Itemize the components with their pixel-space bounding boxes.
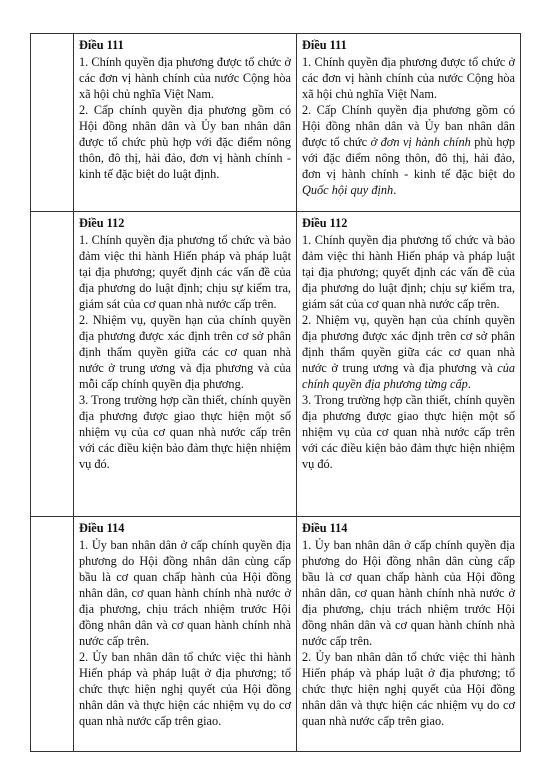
- amended-text: ở đơn vị hành chính: [370, 135, 471, 149]
- clause-text: .: [393, 183, 397, 197]
- article-title: Điều 112: [79, 216, 125, 230]
- clause-text: 2. Nhiệm vụ, quyền hạn của chính quyền địa phương được xác định trên cơ sở phân định thẩm quyền giữa các cơ quan nhà nước ở trung ương và địa phương và: [302, 313, 515, 375]
- clause-text: 2. Cấp Chính quyền địa phương gồm có Hội đồng nhân dân và Ủy ban nhân dân được tổ chức: [302, 103, 515, 149]
- clause: 2. Nhiệm vụ, quyền hạn của chính quyền địa phương được xác định trên cơ sở phân định thẩm quyền giữa các cơ quan nhà nước ở trung ương và địa phương và của mỗi cấp chính quyền địa phương.: [79, 313, 291, 391]
- article-title: Điều 111: [302, 38, 347, 52]
- table-row-article-114: [31, 517, 521, 752]
- article-title: Điều 114: [302, 521, 348, 535]
- clause: 1. Chính quyền địa phương tổ chức và bảo đảm việc thi hành Hiến pháp và pháp luật tại địa phương; quyết định các vấn đề của địa phương do luật định; chịu sự kiểm tra, giám sát của cơ quan nhà nước cấp trên.: [79, 233, 291, 311]
- clause: [302, 102, 515, 198]
- new-text-cell: [297, 34, 521, 212]
- number-cell: [31, 34, 74, 212]
- number-cell: [31, 212, 74, 517]
- table-row-article-111: [31, 34, 521, 212]
- article-title: Điều 112: [302, 216, 348, 230]
- comparison-table: [30, 33, 521, 752]
- article-title: Điều 114: [79, 521, 125, 535]
- old-text-cell: [74, 34, 297, 212]
- new-text-cell: [297, 517, 521, 752]
- clause: 1. Ủy ban nhân dân ở cấp chính quyền địa phương do Hội đồng nhân dân cùng cấp bầu là cơ quan chấp hành của Hội đồng nhân dân, cơ quan hành chính nhà nước ở địa phương, chịu trách nhiệm trước Hội đồng nhân dân và cơ quan hành chính nhà nước cấp trên.: [302, 538, 515, 648]
- table-row-article-112: [31, 212, 521, 517]
- clause: 1. Chính quyền địa phương được tổ chức ở các đơn vị hành chính của nước Cộng hòa xã hội chủ nghĩa Việt Nam.: [79, 55, 291, 101]
- clause: 1. Chính quyền địa phương tổ chức và bảo đảm việc thi hành Hiến pháp và pháp luật tại địa phương; quyết định các vấn đề của địa phương do luật định; chịu sự kiểm tra, giám sát của cơ quan nhà nước cấp trên.: [302, 233, 515, 311]
- clause-text: phù hợp với đặc điểm nông thôn, đô thị, hải đảo, đơn vị hành chính - kinh tế đặc biệt do: [302, 135, 515, 181]
- amended-text: Quốc hội quy định: [302, 183, 394, 197]
- clause: 3. Trong trường hợp cần thiết, chính quyền địa phương được giao thực hiện một số nhiệm vụ của cơ quan nhà nước cấp trên với các điều kiện bảo đảm thực hiện nhiệm vụ đó.: [79, 393, 291, 471]
- number-cell: [31, 517, 74, 752]
- old-text-cell: [74, 212, 297, 517]
- clause: 2. Ủy ban nhân dân tổ chức việc thi hành Hiến pháp và pháp luật ở địa phương; tổ chức thực hiện nghị quyết của Hội đồng nhân dân và thực hiện các nhiệm vụ do cơ quan nhà nước cấp trên giao.: [302, 650, 515, 728]
- clause: 2. Ủy ban nhân dân tổ chức việc thi hành Hiến pháp và pháp luật ở địa phương; tổ chức thực hiện nghị quyết của Hội đồng nhân dân và thực hiện các nhiệm vụ do cơ quan nhà nước cấp trên giao.: [79, 650, 291, 728]
- new-text-cell: [297, 212, 521, 517]
- clause: 1. Ủy ban nhân dân ở cấp chính quyền địa phương do Hội đồng nhân dân cùng cấp bầu là cơ quan chấp hành của Hội đồng nhân dân, cơ quan hành chính nhà nước ở địa phương, chịu trách nhiệm trước Hội đồng nhân dân và cơ quan hành chính nhà nước cấp trên.: [79, 538, 291, 648]
- clause: 2. Cấp chính quyền địa phương gồm có Hội đồng nhân dân và Ủy ban nhân dân được tổ chức phù hợp với đặc điểm nông thôn, đô thị, hải đảo, đơn vị hành chính - kinh tế đặc biệt do luật định.: [79, 103, 291, 181]
- clause-text: .: [467, 377, 471, 391]
- amended-text: của chính quyền địa phương từng cấp: [302, 361, 515, 391]
- old-text-cell: [74, 517, 297, 752]
- clause: 3. Trong trường hợp cần thiết, chính quyền địa phương được giao thực hiện một số nhiệm vụ của cơ quan nhà nước cấp trên với các điều kiện bảo đảm thực hiện nhiệm vụ đó.: [302, 393, 515, 471]
- clause: 1. Chính quyền địa phương được tổ chức ở các đơn vị hành chính của nước Cộng hòa xã hội chủ nghĩa Việt Nam.: [302, 55, 515, 101]
- clause: [302, 312, 515, 392]
- article-title: Điều 111: [79, 38, 124, 52]
